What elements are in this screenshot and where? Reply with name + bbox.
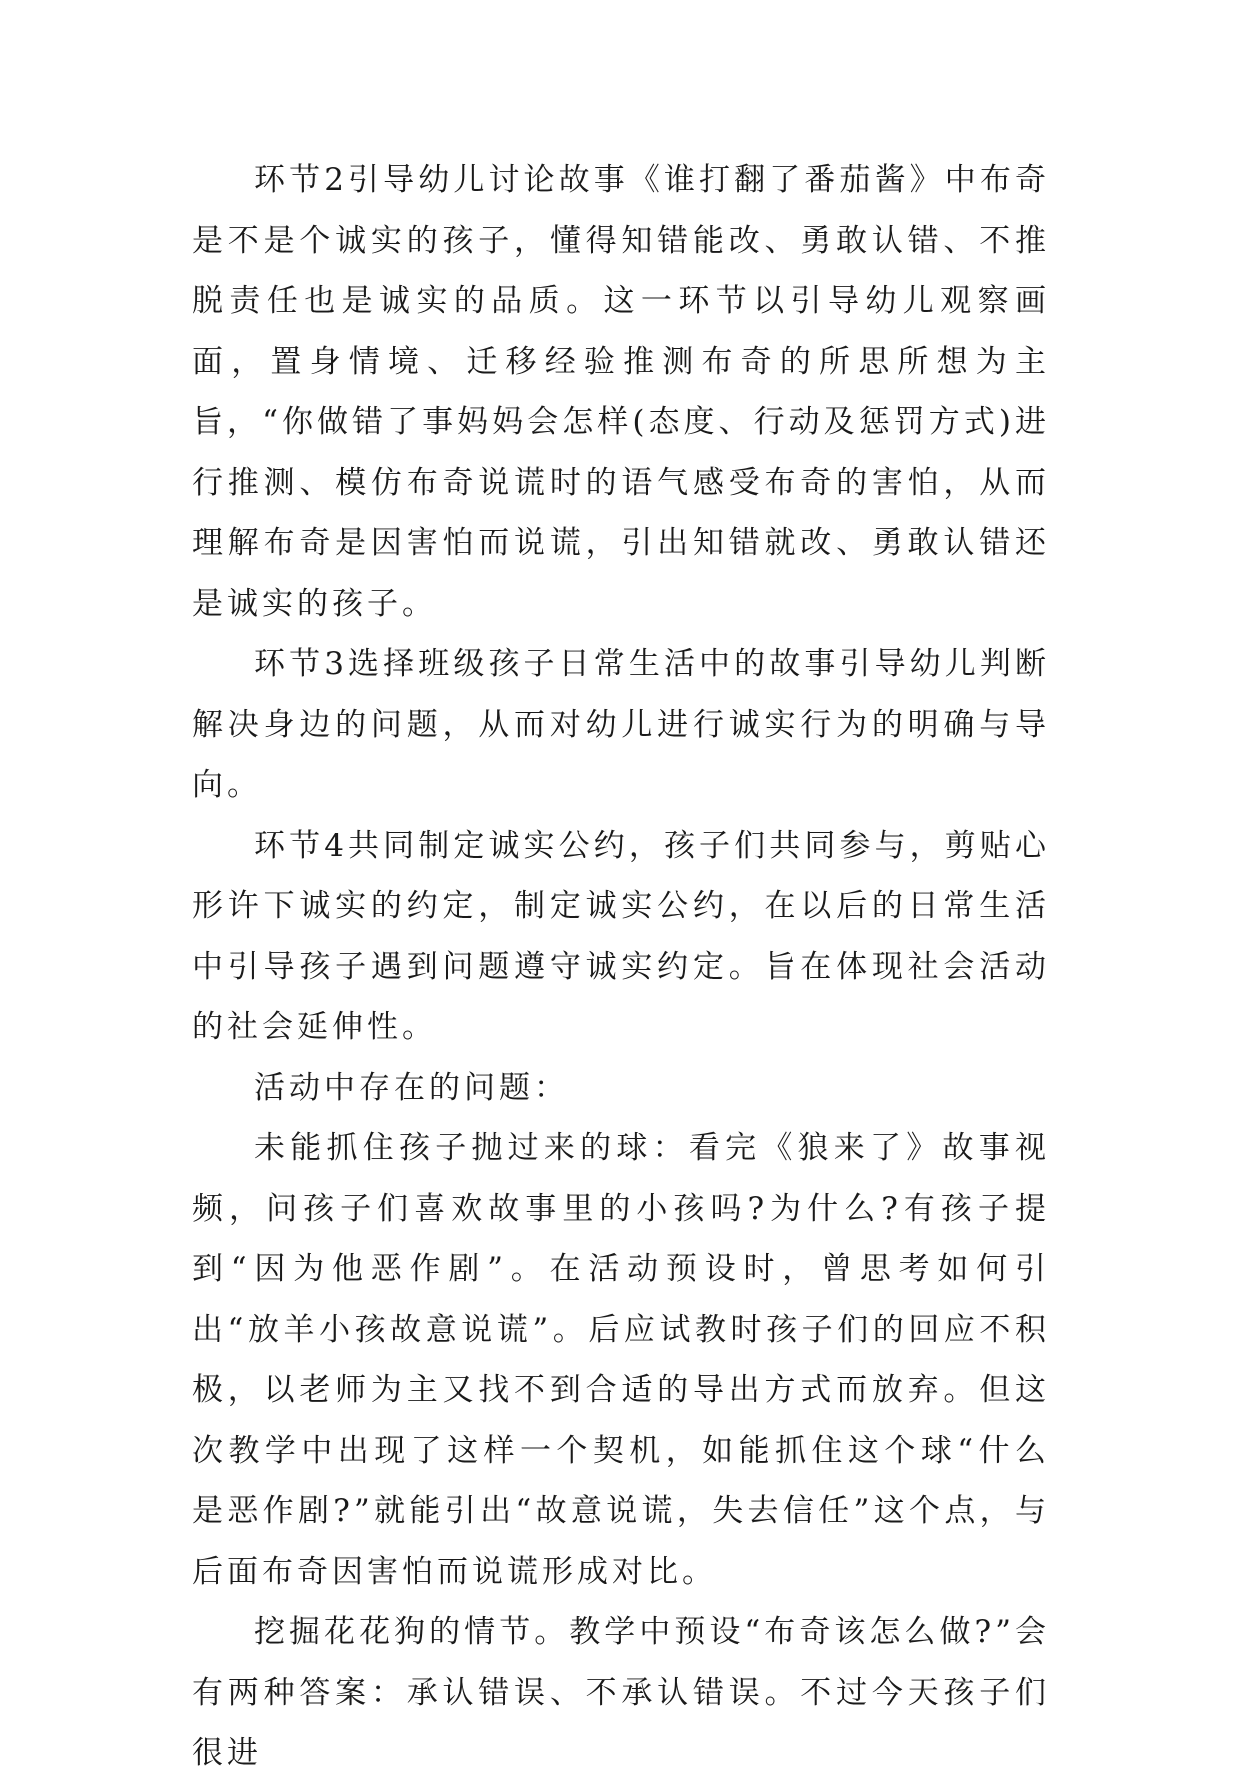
paragraph-missed-opportunity: 未能抓住孩子抛过来的球：看完《狼来了》故事视频，问孩子们喜欢故事里的小孩吗?为什么?有孩子提到“因为他恶作剧”。在活动预设时，曾思考如何引出“放羊小孩故意说谎”。后应试教时孩子们的回应不积极，以老师为主又找不到合适的导出方式而放弃。但这次教学中出现了这样一个契机，如能抓住这个球“什么是恶作剧?”就能引出“故意说谎，失去信任”这个点，与后面布奇因害怕而说谎形成对比。 bbox=[192, 1130, 1050, 1590]
paragraph-issues-heading: 活动中存在的问题： bbox=[254, 1069, 569, 1106]
paragraph-step-4: 环节4共同制定诚实公约，孩子们共同参与，剪贴心形许下诚实的约定，制定诚实公约，在以后的日常生活中引导孩子遇到问题遵守诚实约定。旨在体现社会活动的社会延伸性。 bbox=[192, 827, 1050, 1045]
paragraph-huahua-dog: 挖掘花花狗的情节。教学中预设“布奇该怎么做?”会有两种答案：承认错误、不承认错误。不过今天孩子们很进 bbox=[192, 1614, 1050, 1771]
document-body bbox=[192, 150, 1050, 1784]
paragraph-step-3: 环节3选择班级孩子日常生活中的故事引导幼儿判断解决身边的问题，从而对幼儿进行诚实行为的明确与导向。 bbox=[192, 646, 1050, 803]
paragraph-step-2: 环节2引导幼儿讨论故事《谁打翻了番茄酱》中布奇是不是个诚实的孩子，懂得知错能改、勇敢认错、不推脱责任也是诚实的品质。这一环节以引导幼儿观察画面，置身情境、迁移经验推测布奇的所思所想为主旨，“你做错了事妈妈会怎样(态度、行动及惩罚方式)进行推测、模仿布奇说谎时的语气感受布奇的害怕，从而理解布奇是因害怕而说谎，引出知错就改、勇敢认错还是诚实的孩子。 bbox=[192, 162, 1050, 622]
